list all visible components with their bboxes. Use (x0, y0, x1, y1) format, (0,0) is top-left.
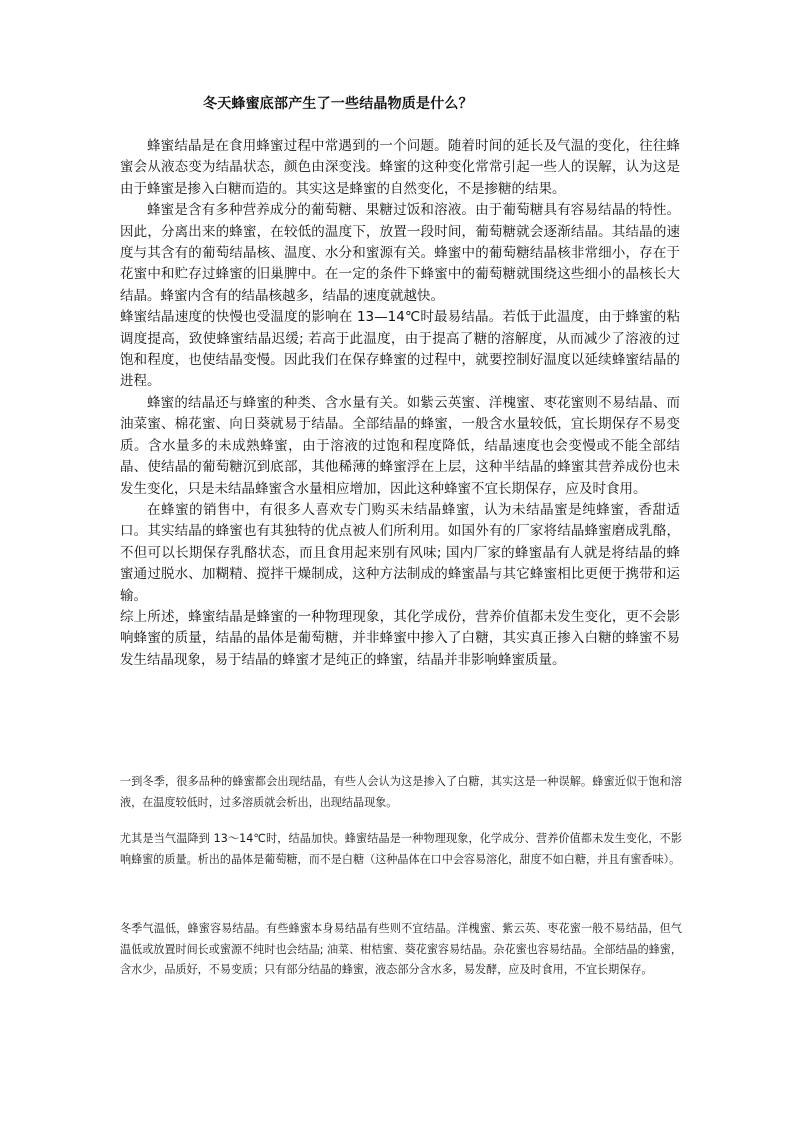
article-paragraph-1: 蜂蜜结晶是在食用蜂蜜过程中常遇到的一个问题。随着时间的延长及气温的变化，往往蜂蜜会从液态变为结晶状态，颜色由深变浅。蜂蜜的这种变化常常引起一些人的误解，认为这是由于蜂蜜是掺入白糖而造的。其实这是蜂蜜的自然变化，不是掺糖的结果。 (120, 138, 680, 197)
supplementary-note-text: 一到冬季，很多品种的蜂蜜都会出现结晶，有些人会认为这是掺入了白糖，其实这是一种误解。蜂蜜近似于饱和溶液，在温度较低时，过多溶质就会析出，出现结晶现象。 (120, 775, 682, 809)
article-paragraph-4: 蜂蜜的结晶还与蜂蜜的种类、含水量有关。如紫云英蜜、洋槐蜜、枣花蜜则不易结晶、而油菜蜜、棉花蜜、向日葵就易于结晶。全部结晶的蜂蜜，一般含水量较低，宜长期保存不易变质。含水量多的未成熟蜂蜜，由于溶液的过饱和程度降低，结晶速度也会变慢或不能全部结晶、使结晶的葡萄糖沉到底部，其他稀薄的蜂蜜浮在上层，这种半结晶的蜂蜜其营养成份也未发生变化，只是未结晶蜂蜜含水量相应增加，因此这种蜂蜜不宜长期保存，应及时食用。 (120, 394, 680, 497)
article-paragraph-6: 综上所述，蜂蜜结晶是蜂蜜的一种物理现象，其化学成份，营养价值都未发生变化，更不会影响蜂蜜的质量，结晶的晶体是葡萄糖，并非蜂蜜中掺入了白糖，其实真正掺入白糖的蜂蜜不易发生结晶现象，易于结晶的蜂蜜才是纯正的蜂蜜，结晶并非影响蜂蜜质量。 (120, 608, 680, 668)
supplementary-note-2 (120, 829, 682, 870)
supplementary-note-text: 冬季气温低，蜂蜜容易结晶。有些蜂蜜本身易结晶有些则不宜结晶。洋槐蜜、紫云英、枣花蜜一般不易结晶，但气温低或放置时间长或蜜源不纯时也会结晶; 油菜、柑桔蜜、葵花蜜容易结晶。杂花蜜也容易结晶。全部结晶的蜂蜜，含水少，品质好，不易变质；只有部分结晶的蜂蜜，液态部分含水多，易发酵，应及时食用，不宜长期保存。 (120, 922, 682, 977)
supplementary-note-text: 尤其是当气温降到 13～14℃时，结晶加快。蜂蜜结晶是一种物理现象，化学成分、营养价值都未发生变化，不影响蜂蜜的质量。析出的晶体是葡萄糖，而不是白糖（这种晶体在口中会容易溶化，甜度不如白糖，并且有蜜香味）。 (120, 832, 682, 866)
supplementary-note-3 (120, 919, 682, 981)
main-article-body (120, 136, 680, 671)
document-title: 冬天蜂蜜底部产生了一些结晶物质是什么？ (203, 96, 473, 112)
article-paragraph-3: 蜂蜜结晶速度的快慢也受温度的影响在 13—14℃时最易结晶。若低于此温度，由于蜂蜜的粘调度提高，致使蜂蜜结晶迟缓; 若高于此温度，由于提高了糖的溶解度，从而减少了溶液的过饱和程度，也使结晶变慢。因此我们在保存蜂蜜的过程中，就要控制好温度以延续蜂蜜结晶的进程。 (120, 309, 680, 390)
article-paragraph-2: 蜂蜜是含有多种营养成分的葡萄糖、果糖过饭和溶液。由于葡萄糖具有容易结晶的特性。因此，分离出来的蜂蜜，在较低的温度下，放置一段时间，葡萄糖就会逐渐结晶。其结晶的速度与其含有的葡萄结晶核、温度、水分和蜜源有关。蜂蜜中的葡萄糖结晶核非常细小，存在于花蜜中和贮存过蜂蜜的旧巢脾中。在一定的条件下蜂蜜中的葡萄糖就围绕这些细小的晶核长大结晶。蜂蜜内含有的结晶核越多，结晶的速度就越快。 (120, 202, 680, 304)
supplementary-note-1 (120, 772, 682, 813)
article-paragraph-5: 在蜂蜜的销售中，有很多人喜欢专门购买未结晶蜂蜜，认为未结晶蜜是纯蜂蜜，香甜适口。其实结晶的蜂蜜也有其独特的优点被人们所利用。如国外有的厂家将结晶蜂蜜磨成乳酪，不但可以长期保存乳酪状态，而且食用起来别有风味; 国内厂家的蜂蜜晶有人就是将结晶的蜂蜜通过脱水、加糊精、搅拌干燥制成，这种方法制成的蜂蜜晶与其它蜂蜜相比更便于携带和运输。 (120, 501, 680, 604)
